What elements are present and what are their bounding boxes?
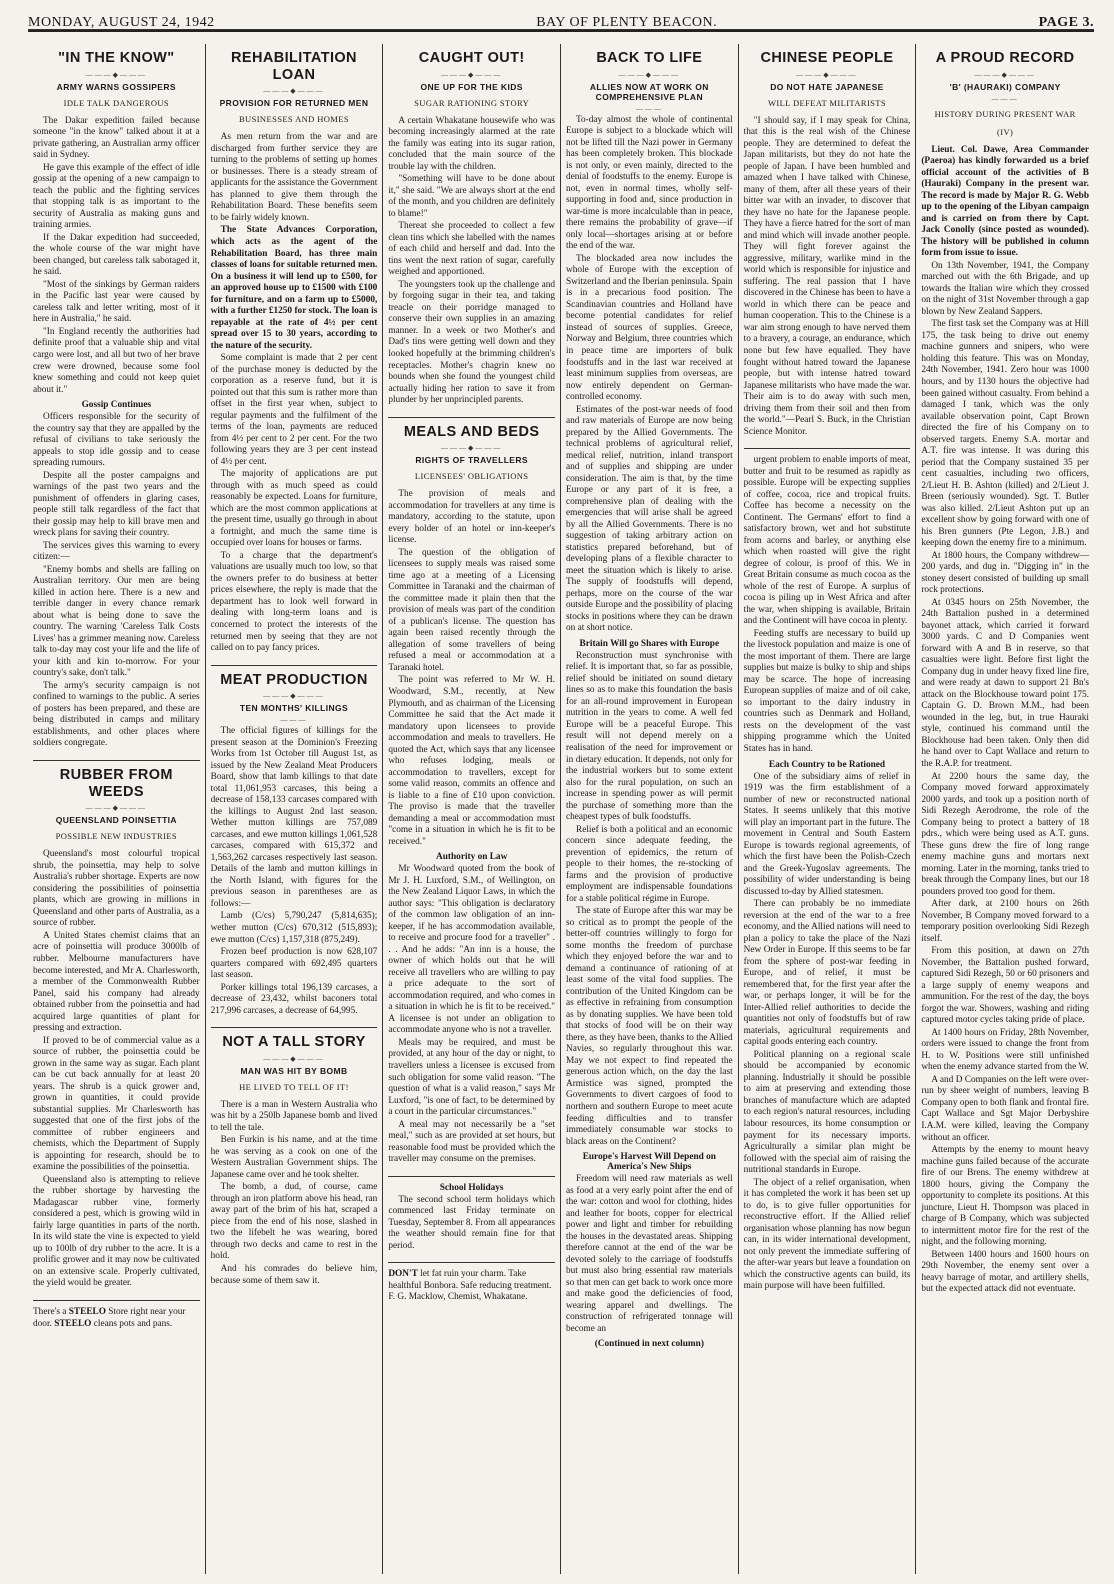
paragraph-bold: The State Advances Corporation, which acts as the agent of the Rehabilitation Board, has three main classes of loans for suitable returned men. On a business it will lend up to £500, for an approved house up to £1500 with £100 for furniture, and on a farm up to £5000, with a further £1250 for stock. The loan is repayable at the rate of 4½ per cent spread over 15 to 30 years, according to the nature of the security. bbox=[210, 225, 378, 351]
subdeck: HISTORY DURING PRESENT WAR bbox=[934, 108, 1076, 119]
subdeck: LICENSEES' OBLIGATIONS bbox=[414, 471, 529, 482]
divider-ornament: ———◆——— bbox=[263, 87, 325, 96]
paragraph: Lamb (C/cs) 5,790,247 (5,814,635); wether mutton (C/cs) 670,312 (515,893); ewe mutton (C/cs) 1,157,318 (875,249). bbox=[210, 911, 378, 945]
paragraph: Porker killings total 196,139 carcases, a decrease of 23,432, whilst baconers total 217,996 carcases, a decrease of 64,995. bbox=[210, 982, 378, 1016]
paragraph: The Dakar expedition failed because someone "in the know" talked about it at a private gathering, an Australian army officer said in Sydney. bbox=[33, 115, 200, 161]
divider-ornament: ———◆——— bbox=[440, 444, 503, 453]
paragraph: The youngsters took up the challenge and by forgoing sugar in their tea, and taking treacle on their porridge managed to conserve their own supplies in an amazing manner. In a week or two Mother's and Dad's tins were getting well down and they looked hopefully at the brimming children's receptacles. Mother's chagrin knew no bounds when she found the youngest child actually hiding her ration to save it from plunder by her unprincipled parents. bbox=[388, 279, 555, 406]
paragraph: To-day almost the whole of continental Europe is subject to a blockade which will not be lifted till the Nazi power in Germany has been completely broken. This blockade is not only, or even mainly, directed to the denial of foodstuffs to the enemy. Europe is not, even in normal times, wholly self-supporting in food and, since production in war-time is more incalculable than in peace, there remains the probability of grave—if only local—shortages arising at or before the end of the war. bbox=[566, 114, 733, 252]
paragraph: "In England recently the authorities had definite proof that a valuable ship and vital cargo were lost, and all but two of her brave crew were drowned, because some fool knew something and could not keep quiet about it." bbox=[33, 326, 200, 395]
subheading: Europe's Harvest Will Depend on America's New Ships bbox=[582, 1152, 716, 1173]
divider-ornament: ———◆——— bbox=[85, 70, 148, 79]
ad-brand: DON'T bbox=[388, 1269, 418, 1280]
paragraph: Estimates of the post-war needs of food and raw materials of Europe are now being prepared by the Allied Governments. The technical problems of agricultural relief, medical relief, nutrition, inland transport and of supplies and shipping are under consideration. The aim is that, by the time Europe or any part of it is free, a comprehensive plan of dealing with the emergencies that will arise shall be agreed by all the Allied Governments. There is no suggestion of taking arbitrary action on statistics prepared beforehand, but of developing plans of a flexible character to meet the situation which is likely to arise. The supply of foodstuffs will depend, perhaps, more on the course of the war outside Europe and the possibility of placing stocks in positions where they can be drawn on at short notice. bbox=[566, 404, 733, 634]
paragraph: Between 1400 hours and 1600 hours on 29th November, the enemy sent over a heavy barrage of motar, and artillery shells, but the expected attack did not eventuate. bbox=[921, 1249, 1089, 1295]
paragraph: Mr Woodward quoted from the book of Mr J. H. Luxford, S.M., of Wellington, on the New Zealand Liquor Laws, in which the author says: "This obligation is declaratory of the common law obligation of an inn-keeper, if he has accommodation available, to receive and procure food for a traveller" . . . And he adds: "An inn is a house, the owner of which holds out that he will receive all travellers who are willing to pay a price adequate to the sort of accommodation required, and who comes in a situation in which he is fit to be received." A licensee is not under an obligation to accommodate anyone who is not a traveller. bbox=[388, 864, 555, 1036]
divider-ornament: ———◆——— bbox=[618, 70, 681, 79]
paragraph: The point was referred to Mr W. H. Woodward, S.M., recently, at New Plymouth, and as chairman of the Licensing Committee he said that the Act made it mandatory upon licensees to provide accommodation and meals to travellers. He quoted the Act, which says that any licensee who refuses lodging, meals or accommodation to travellers, except for some valid reason, commits an offence and is liable to a fine of £10 upon conviction. The proviso is made that the traveller demanding a meal or accommodation must "come in a situation in which he is fit to be received." bbox=[388, 675, 555, 847]
article-rule bbox=[211, 1027, 378, 1028]
deck: ALLIES NOW AT WORK ON COMPREHENSIVE PLAN bbox=[589, 81, 709, 102]
paragraph: The object of a relief organisation, when it has completed the work it has been set up to do, is to give fuller opportunities for reconstructive effort. If the Allied relief organisation whose planning has now begun can, in its wider international development, not only prevent the immediate suffering of the after-war years but leave a foundation on which the constructive agents can build, its main purpose will have been fulfilled. bbox=[743, 1177, 911, 1292]
divider-ornament: ———◆——— bbox=[440, 70, 503, 79]
divider-ornament: ——— bbox=[280, 716, 308, 725]
deck: ONE UP FOR THE KIDS bbox=[420, 81, 523, 92]
deck: ARMY WARNS GOSSIPERS bbox=[56, 81, 176, 92]
headline: "IN THE KNOW" bbox=[58, 50, 175, 66]
paragraph: There is a man in Western Australia who was hit by a 250lb Japanese bomb and lived to tell the tale. bbox=[210, 1099, 378, 1133]
article-caught-out bbox=[388, 50, 555, 407]
paragraph: Meals may be required, and must be provided, at any hour of the day or night, to travellers unless a licensee is excused from such obligation for some valid reason. "The question of what is a valid reason," says Mr Luxford, "is one of fact, to be determined by a court in the particular circumstances." bbox=[388, 1037, 555, 1118]
subdeck: BUSINESSES AND HOMES bbox=[238, 114, 349, 125]
paragraph: urgent problem to enable imports of meat, butter and fruit to be resumed as rapidly as possible. Europe will be expecting supplies of coffee, cocoa, rice and tropical fruits. Coffee has become a necessity on the Continent. The Germans' effort to find a satisfactory brown, wet and hot substitute from acorns and barley, or anything else which when roasted will give the right degree of colour, is proof of this. We in Great Britain consume as much cocoa as the whole of the rest of Europe. A surplus of cocoa is piling up in West Africa and after the war, when shipping is available, Britain and the Continent will have cocoa in plenty. bbox=[743, 455, 911, 627]
headline: MEAT PRODUCTION bbox=[220, 671, 368, 688]
paragraph: The blockaded area now includes the whole of Europe with the exception of Switzerland and the Iberian peninsula. Spain is in a precarious food position. The Scandinavian countries and Holland have become potential candidates for relief instead of sources of supplies. Greece, Norway and Belgium, three countries which in peace time are importers of bulk foodstuffs and in the last war received at least minimum supplies from overseas, are now entirely dependent on German-controlled economy. bbox=[566, 253, 733, 403]
paragraph: Despite all the poster campaigns and warnings of the past two years and the punishment of offenders in glaring cases, people still talk regardless of the fact that their gossip may help to kill brave men and wreck plans for saving their country. bbox=[33, 470, 200, 539]
paragraph: The services gives this warning to every citizen:— bbox=[33, 540, 200, 563]
headline: A PROUD RECORD bbox=[935, 50, 1075, 66]
deck: MAN WAS HIT BY BOMB bbox=[240, 1065, 348, 1076]
subheading: School Holidays bbox=[439, 1182, 504, 1193]
paragraph: The bomb, a dud, of course, came through an iron platform above his head, ran away part of the brim of his hat, scraped a piece from the end of his nose, slashed in two the lifebelt he was wearing, bored through two decks and came to rest in the hold. bbox=[210, 1182, 378, 1262]
subdeck: SUGAR RATIONING STORY bbox=[414, 97, 530, 108]
article-a-proud-record bbox=[921, 50, 1089, 1296]
subdeck: WILL DEFEAT MILITARISTS bbox=[767, 97, 887, 108]
paragraph: The official figures of killings for the present season at the Dominion's Freezing Works from 1st October till August 1st, as issued by the New Zealand Meat Producers Board, show that lamb killings to that date total 11,061,953 carcases, this being a decrease of 158,133 carcases compared with the killings to August 2nd last season. Wether mutton killings are 757,089 carcases, and ewe mutton killings 1,061,528 carcases, compared with 615,372 and 1,563,262 carcases respectively last season. Details of the lamb and mutton killings in the North Island, with figures for the previous season in parentheses are as follows:— bbox=[210, 726, 378, 909]
subheading: Each Country to be Rationed bbox=[768, 759, 886, 770]
paragraph: If proved to be of commercial value as a source of rubber, the poinsettia could be grown in the same way as sugar. Each plant can be cut back annually for at least 20 years. The shrub is a quick grower and, grown in quantities, it could provide substantial supplies. Mr Charlesworth has suggested that one of the first jobs of the committee of rubber engineers and chemists, which the Department of Supply is appointing for research, should be to examine the possibilities of the poinsettia. bbox=[33, 1035, 200, 1173]
paragraph: The first task set the Company was at Hill 175, the task being to drive out enemy machine gunners and snipers, who were holding this feature. This was on Monday, 24th November, 1941. Zero hour was 1000 hours, and by 1130 hours the objective had been gained without casualty. From behind a damaged I tank, which was the only available observation point, Capt Brown directed the fire of his Company on to observed targets. Enemy S.A. mortar and A.T. fire was intense. It was during this period that the Company sustained 35 per cent casualties, including two officers, 2/Lieut H. B. Ashton (killed) and 2/Lieut J. Breen (seriously wounded). Sgt. T. Butler was also killed. 2/Lieut Ashton put up an excellent show by going forward with one of his Bren gunners (Pte Legon, J.B.) and keeping down the enemy fire to a minimum. bbox=[921, 319, 1089, 549]
paragraph: From this position, at dawn on 27th November, the Battalion pushed forward, captured Sidi Rezegh, 50 or 60 prisoners and a large supply of enemy weapons and ammunition. For the rest of the day, the boys forgot the war. Showers, washing and riding captured motor cycles taking pride of place. bbox=[921, 946, 1089, 1026]
paragraph: Reconstruction must synchronise with relief. It is important that, so far as possible, relief should be initiated on sound dietary lines so as to make this foundation the basis for an all-round improvement in European nutrition in the years to come. A well fed Europe will be a peaceful Europe. This result will not depend merely on a realisation of the need for improvement or in dietary education. It depends, not only for the industrial workers but to some extent also for the rural population, on such an increase in spending power as will permit the purchase of something more than the cheapest types of bulk foodstuffs. bbox=[566, 650, 733, 823]
subdeck: HE LIVED TO TELL OF IT! bbox=[239, 1081, 349, 1092]
article-back-to-life-continued bbox=[744, 455, 911, 1293]
paragraph: "Something will have to be done about it," she said. "We are always short at the end of the month, and you children are definitely to blame!" bbox=[388, 174, 555, 219]
paragraph: The state of Europe after this war may be so critical as to prompt the people of the better-off countries willingly to forgo for some months the freedom of purchase which they enjoyed before the war and to demand a continuance of rationing of at least some of the vital food supplies. The contribution of the United Kingdom can be as effective in refraining from consumption as by donating supplies. We have been told that stocks of food will be on their way there, as they have been, thanks to the Allied Navies, so regularly throughout this war. May we not expect to find repeated the generous action which, on the day the last Armistice was signed, prompted the Governments to divert cargoes of food to northern and southern Europe to meet acute feeding difficulties and to transfer immediately consumable war stocks to black areas on the Continent? bbox=[566, 906, 733, 1147]
masthead-rule bbox=[28, 29, 1094, 32]
paragraph: "I should say, if I may speak for China, that this is the real wish of the Chinese people. They are determined to defeat the Japan militarists, but they do not hate the people of Japan. I have been humbled and amazed when I have talked with Chinese, many of them, after all these years of their bitter war with an invader, to discover that they have no hate for the Japanese people. They have a fierce hatred for the sort of man and mind which will invade another people. They will fight forever against the aggressive, military, warlike mind in the world which is responsible for injustice and suffering. The real passion that I have discovered in the Chinese has been to have a world in which there can be peace and human cooperation. This to the Chinese is a war aim strong enough to have nerved them to a bravery, a courage, an endurance, which none but few have equalled. They have fought without hatred toward the Japanese people, but with intense hatred toward Japanese militarists who have made the war. Their aim is to do away with such men, driving them from their soil and then from the world."—Pearl S. Buck, in the Christian Science Monitor. bbox=[743, 115, 911, 437]
paragraph: There can probably be no immediate reversion at the end of the war to a free economy, and the Allied nations will need to plan a policy to take the place of the Nazi New Order in Europe. If this seems to be far from the sphere of post-war feeding in Europe, and of relief, it must be remembered that, for the first year after the war, or perhaps longer, it will be for the Inter-Allied relief authorities to decide the quantities not only of foodstuffs but of raw materials, agricultural requirements and capital goods entering each country. bbox=[743, 899, 911, 1048]
article-meals-and-beds bbox=[388, 424, 555, 1166]
paragraph: At 1400 hours on Friday, 28th November, orders were issued to change the front from H. to W. Positions were still unfinished when the enemy advance started from the W. bbox=[921, 1027, 1089, 1073]
paragraph: To a charge that the department's valuations are usually much too low, so that the owners prefer to do business at better prices elsewhere, the reply is made that the department has to look well forward in dealing with long-term loans and is concerned to protect the interests of the returned men by seeing that they are not called on to pay fancy prices. bbox=[210, 550, 378, 654]
column-6 bbox=[916, 44, 1094, 1574]
column-1 bbox=[28, 44, 206, 1574]
ad-brand: STEELO bbox=[54, 1318, 92, 1329]
article-rule bbox=[744, 448, 911, 449]
paragraph: "Enemy bombs and shells are falling on Australian territory. Our men are being killed in action here. There is a new and terrible danger in every chance remark about what is being done to save the country. The warning 'Careless Talk Costs Lives' has a grimmer meaning now. Careless talk to-day may cost your life and the life of your kith and kin to-morrow. For your country's sake, don't talk." bbox=[33, 564, 200, 679]
ad-text: let fat ruin your charm. Take healthful Bonbora. Safe reducing treatment. F. G. Macklow, Chemist, Whakatane. bbox=[388, 1269, 552, 1303]
masthead bbox=[28, 12, 1094, 34]
deck: 'B' (HAURAKI) COMPANY bbox=[949, 81, 1061, 92]
headline: RUBBER FROM WEEDS bbox=[59, 767, 173, 800]
divider-ornament: ——— bbox=[991, 94, 1019, 103]
paragraph: Attempts by the enemy to mount heavy machine guns failed because of the accurate fire of our Brens. The enemy withdrew at 1800 hours, giving the Company the opportunity to complete its positions. At this juncture, Lieut H. Thompson was placed in charge of B Company, which was subjected to intermittent motor fire for the rest of the night, and the following morning. bbox=[921, 1145, 1089, 1248]
intro-paragraph: Lieut. Col. Dawe, Area Commander (Paeroa) has kindly forwarded us a brief official account of the activities of B (Hauraki) Company in the present war. The record is made by Major R. G. Webb up to the opening of the Libyan campaign and is carried on from there by Capt. Jack Conolly (since posted as wounded). The history will be published in column form from issue to issue. bbox=[921, 144, 1089, 259]
article-chinese-people bbox=[744, 50, 911, 438]
column-3 bbox=[383, 44, 561, 1574]
deck: PROVISION FOR RETURNED MEN bbox=[219, 98, 369, 109]
continued-notice: (Continued in next column) bbox=[594, 1339, 704, 1350]
part-number: (IV) bbox=[997, 126, 1014, 137]
masthead-date: MONDAY, AUGUST 24, 1942 bbox=[28, 15, 215, 30]
headline: REHABILITATION LOAN bbox=[231, 50, 357, 83]
headline: CHINESE PEOPLE bbox=[760, 50, 894, 66]
paragraph: "Most of the sinkings by German raiders in the Pacific last year were caused by careless talk and letter writing, most of it here in Australia," he said. bbox=[33, 279, 200, 325]
paragraph: One of the subsidiary aims of relief in 1919 was the firm establishment of a number of new or reconstructed national States. It seems unlikely that this motive will play an important part in the future. The movement in Central and South Eastern Europe is towards regional agreements, of which the first have been the Polish-Czech and the Greek-Yugoslav agreements. The possibility of wider understanding is being discussed to-day by Allied statesmen. bbox=[743, 771, 911, 897]
divider-ornament: ——— bbox=[635, 104, 663, 113]
paragraph: A United States chemist claims that an acre of poinsettia will produce 3000lb of rubber. Melbourne manufacturers have become interested, and Mr A. Charlesworth, a member of the Commonwealth Rubber Panel, said his company had already obtained rubber from the poinsettia and had acquired large quantities of plant for pressing and extraction. bbox=[33, 930, 200, 1034]
article-meat-production bbox=[211, 672, 378, 1018]
article-rule bbox=[33, 760, 200, 761]
paragraph: Queensland's most colourful tropical shrub, the poinsettia, may help to solve Australia's rubber shortage. Experts are now considering the possibilities of poinsettia plants, which are growing in millions in Queensland and other parts of Australia, as a source of rubber. bbox=[33, 849, 200, 929]
ad-brand: STEELO bbox=[68, 1306, 106, 1317]
column-2 bbox=[206, 44, 384, 1574]
subheading: Gossip Continues bbox=[81, 400, 152, 411]
paragraph: Thereat she proceeded to collect a few clean tins which she labelled with the names of each child and herself and dad. Into the tins went the next ration of sugar, carefully weighed and apportioned. bbox=[388, 221, 555, 278]
headline: BACK TO LIFE bbox=[596, 50, 703, 66]
paragraph: On 13th November, 1941, the Company marched out with the 6th Brigade, and up towards the Italian wire which they crossed on the night of 31st November through a gap blown by New Zealand Sappers. bbox=[921, 260, 1089, 317]
paragraph: At 1800 hours, the Company withdrew—200 yards, and dug in. "Digging in" in the stoney desert consisted of building up small rock protections. bbox=[921, 550, 1089, 596]
article-rule bbox=[211, 665, 378, 666]
paragraph: The question of the obligation of licensees to supply meals was raised some time ago at a meeting of a Licensing Committee in Taranaki and the chairman of the committee made it plain then that the provision of meals was part of the condition of a publican's license. The question has again been raised recently through the allegation of some travellers of being refused a meal or accommodation at a Taranaki hotel. bbox=[388, 547, 555, 673]
paragraph: Some complaint is made that 2 per cent of the purchase money is deducted by the corporation as a reserve fund, but it is pointed out that this sum is rather more than offset in the first year when, subject to regular payments and the fulfilment of the terms of the loan, payments are reduced from 4½ per cent to 2 per cent. For the two following years they are 3 per cent instead of 4½ per cent. bbox=[210, 353, 378, 467]
paragraph: The majority of applications are put through with as much speed as could reasonably be expected. Loans for furniture, which are the most common applications at the present time, usually go through in about a fortnight, and much the same time is occupied over loans for houses or farms. bbox=[210, 469, 378, 549]
article-rule bbox=[388, 1176, 555, 1177]
masthead-paper-name: BAY OF PLENTY BEACON. bbox=[536, 15, 718, 30]
article-rubber-from-weeds bbox=[33, 767, 200, 1290]
paragraph: The army's security campaign is not confined to warnings to the public. A series of posters has been prepared, and these are being distributed in camps and military establishments, and other places where soldiers congregate. bbox=[33, 680, 200, 749]
paragraph: If the Dakar expedition had succeeded, the whole course of the war might have been changed, but careless talk sabotaged it, he said. bbox=[33, 232, 200, 278]
paragraph: The second school term holidays which commenced last Friday terminate on Tuesday, September 8. From all appearances the weather should remain fine for that period. bbox=[388, 1194, 555, 1251]
paragraph: Frozen beef production is now 628,107 quarters compared with 692,495 quarters last season. bbox=[210, 947, 378, 981]
deck: DO NOT HATE JAPANESE bbox=[770, 81, 884, 92]
headline: NOT A TALL STORY bbox=[222, 1034, 366, 1051]
deck: TEN MONTHS' KILLINGS bbox=[239, 703, 349, 714]
columns bbox=[28, 44, 1094, 1574]
column-5 bbox=[739, 44, 917, 1574]
article-rehabilitation-loan bbox=[211, 50, 378, 655]
paragraph: Ben Furkin is his name, and at the time he was serving as a cook on one of the Western Australian Government ships. The Japanese came over and he took shelter. bbox=[210, 1135, 378, 1180]
paragraph: At 2200 hours the same day, the Company moved forward approximately 2000 yards, and took up a position north of Sidi Rezegh Aerodrome, the role of the Company being to protect a battery of 18 pdrs., which were being used as A.T. guns. These guns drew the fire of long range enemy machine guns and mortars next morning. Later in the morning, tanks tried to break through the Company lines, but our 18 pounders proved too good for them. bbox=[921, 771, 1089, 897]
steelo-advertisement bbox=[33, 1300, 200, 1330]
headline: CAUGHT OUT! bbox=[418, 50, 525, 66]
paragraph: As men return from the war and are discharged from further service they are turning to the problems of setting up homes or businesses. There is a steady stream of applicants for the assistance the Government has planned to give them through the Rehabilitation Board. These benefits seem to be fairly widely known. bbox=[210, 132, 378, 223]
paragraph: Relief is both a political and an economic concern since adequate feeding, the prevention of epidemics, the return of people to their homes, the re-stocking of farms and the provision of productive employment are indispensable foundations for a stable political régime in Europe. bbox=[566, 824, 733, 904]
paragraph: A certain Whakatane housewife who was becoming increasingly alarmed at the rate the family was eating into its sugar ration, concluded that the main source of the trouble lay with the children. bbox=[388, 115, 555, 172]
paragraph: Freedom will need raw materials as well as food at a very early point after the end of the war: cotton and wool for clothing, hides and leather for boots, copper for electrical power and light and timber for rebuilding the houses in the devastated areas. Shipping therefore cannot at the end of the war be devoted solely to the carriage of foodstuffs but must also bring essential raw materials so that men can get back to work once more and make good the deficiencies of food, wearing apparel and dwellings. The construction of refrigerated tonnage will become an bbox=[566, 1174, 733, 1334]
paragraph: And his comrades do believe him, because some of them saw it. bbox=[210, 1264, 378, 1286]
paragraph: A and D Companies on the left were over-run by sheer weight of numbers, leaving B Company open to both flank and frontal fire. Capt Wallace and Sgt Major Derbyshire I.A.M. were killed, leaving the Company without an officer. bbox=[921, 1074, 1089, 1143]
article-back-to-life bbox=[566, 50, 733, 1349]
paragraph: After dark, at 2100 hours on 26th November, B Company moved forward to a temporary position overlooking Sidi Rezegh itself. bbox=[921, 899, 1089, 944]
paragraph: Officers responsible for the security of the country say that they are appalled by the refusal of civilians to take seriously the appeals to stop idle gossip and to cease spreading rumours. bbox=[33, 412, 200, 469]
ad-text: There's a bbox=[33, 1306, 69, 1317]
paragraph: A meal may not necessarily be a "set meal," such as are provided at set hours, but reasonable food must be provided which the traveller may consume on the premises. bbox=[388, 1119, 555, 1165]
article-rule bbox=[388, 417, 555, 418]
paragraph: Feeding stuffs are necessary to build up the livestock population and maize is one of the most important of them. There are large supplies but maize is bulky to ship and ships may be scarce. The hope of increasing European supplies of maize and of oil cake, so important to the dairy industry in countries such as Denmark and Holland, rests on the development of the vast shipping programme which the United States has in hand. bbox=[743, 628, 911, 754]
paragraph: He gave this example of the effect of idle gossip at the opening of a new campaign to teach the public and the fighting services that stopping talk is as important to the security of Australia as making guns and training armies. bbox=[33, 162, 200, 231]
column-4 bbox=[561, 44, 739, 1574]
ad-text: cleans pots and pans. bbox=[91, 1318, 173, 1329]
ad-text: Store right near your door. bbox=[33, 1306, 186, 1329]
article-not-a-tall-story bbox=[211, 1034, 378, 1287]
masthead-page-number: PAGE 3. bbox=[1038, 15, 1094, 30]
paragraph: The provision of meals and accommodation for travellers at any time is mandatory, according to the statute, upon every holder of an hotel or inn-keeper's license. bbox=[388, 489, 555, 546]
paragraph: At 0345 hours on 25th November, the 24th Battalion pushed in a determined bayonet attack, which carried it forward 3000 yards. C and D Companies went forward with A and B in reserve, so that casualties were light. Before first light the Company dug in under heavy fixed line fire, and were ready at dawn to support 21 Bn's attack on the Blockhouse toward point 175. Captain G. D. Brown M.M., had been wounded in the leg, but, in true Hauraki style, continued his command until the Blockhouse had been taken. Only then did he hand over to Capt Wallace and return to the R.A.P. for treatment. bbox=[921, 597, 1089, 769]
article-in-the-know bbox=[33, 50, 200, 750]
subheading: Britain Will go Shares with Europe bbox=[579, 638, 720, 649]
bonbora-advertisement bbox=[388, 1262, 555, 1304]
divider-ornament: ———◆——— bbox=[796, 70, 858, 79]
deck: RIGHTS OF TRAVELLERS bbox=[415, 455, 528, 466]
article-school-holidays bbox=[388, 1183, 555, 1253]
headline: MEALS AND BEDS bbox=[403, 423, 540, 440]
divider-ornament: ———◆——— bbox=[263, 1054, 325, 1063]
divider-ornament: ———◆——— bbox=[974, 70, 1036, 79]
subheading: Authority on Law bbox=[436, 852, 508, 863]
divider-ornament: ———◆——— bbox=[85, 804, 148, 813]
paragraph: Queensland also is attempting to relieve the rubber shortage by harvesting the Madagascar rubber vine, formerly considered a pest, which is growing wild in fairly large quantities in parts of the north. In its wild state the vine is expected to yield up to 100lb of dry rubber to the acre. It is a prolific grower and it may now be cultivated on an extensive scale. Properly cultivated, the yield would be greater. bbox=[33, 1174, 200, 1289]
deck: QUEENSLAND POINSETTIA bbox=[55, 815, 177, 826]
subdeck: IDLE TALK DANGEROUS bbox=[63, 97, 170, 108]
subdeck: POSSIBLE NEW INDUSTRIES bbox=[55, 831, 178, 842]
divider-ornament: ———◆——— bbox=[263, 692, 325, 701]
paragraph: Political planning on a regional scale should be accompanied by economic planning. Industrially it should be possible to aim at preserving and extending those branches of manufacture which are adapted to each region's natural resources, including labour resources, its home consumption or payment for its necessary imports. Agriculturally a similar plan might be followed with the special aim of raising the nutritional standards in Europe. bbox=[743, 1049, 911, 1176]
